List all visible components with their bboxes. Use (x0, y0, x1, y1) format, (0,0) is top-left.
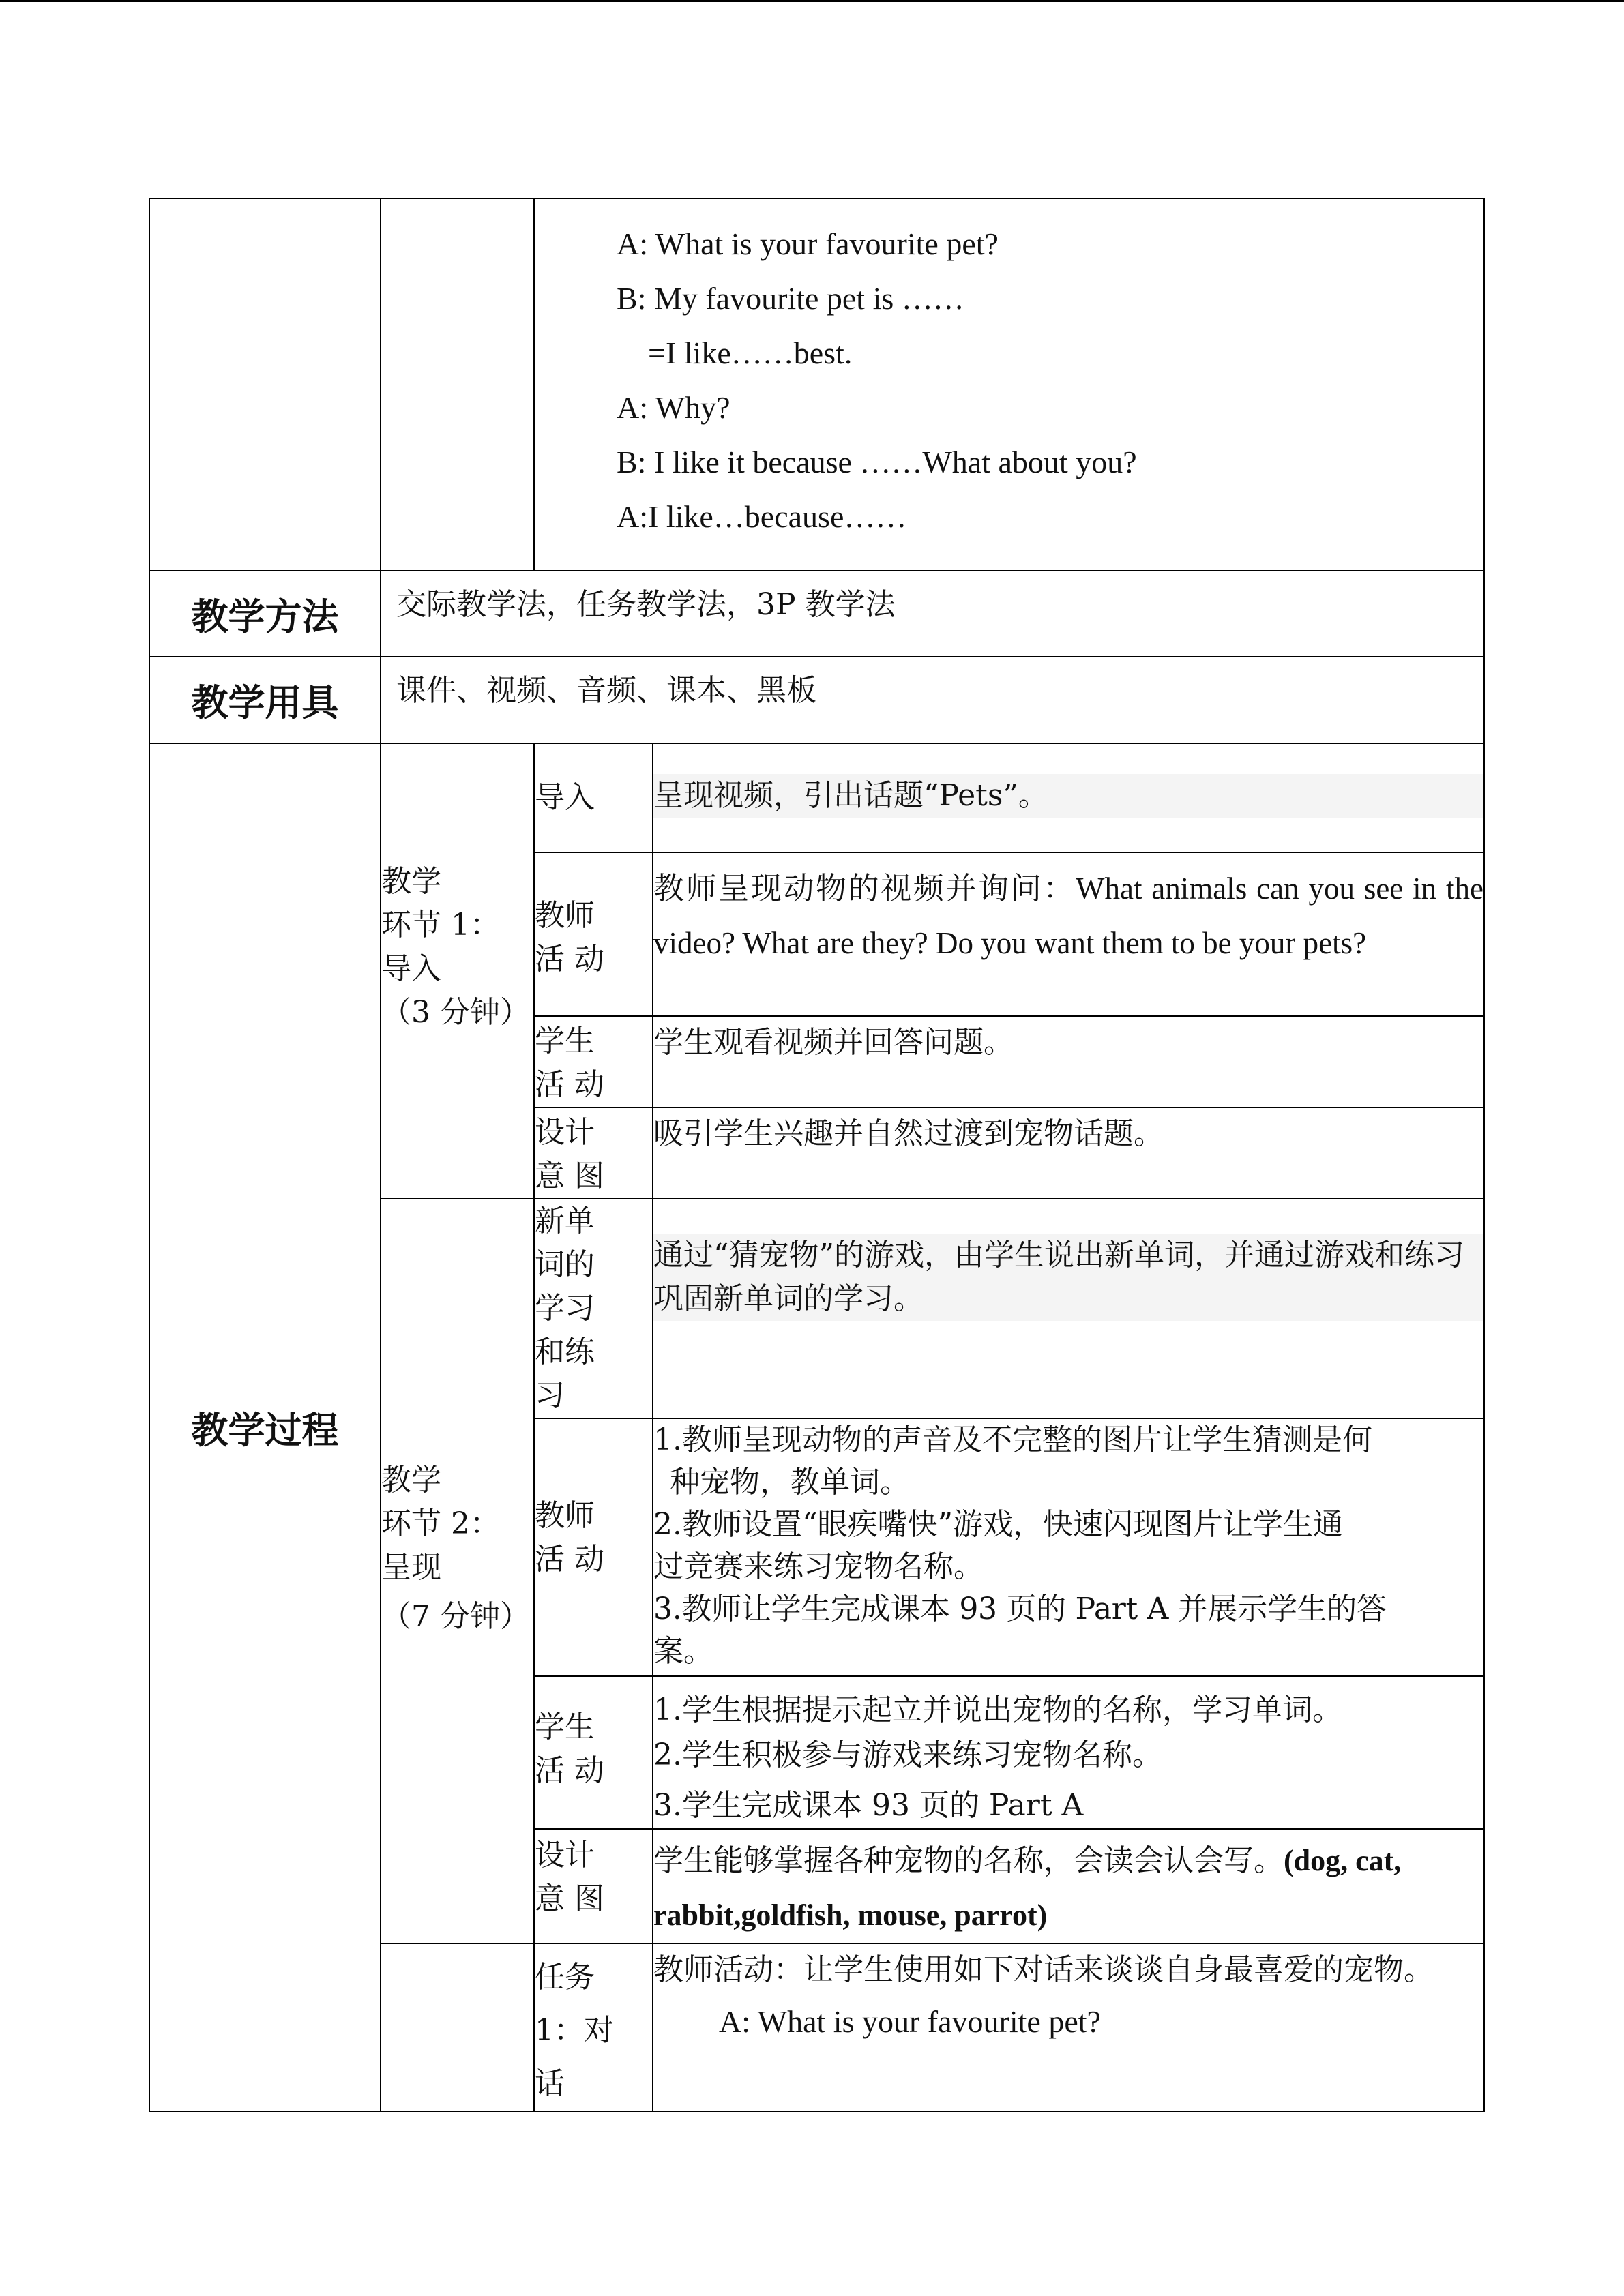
lesson-plan-table (149, 198, 1485, 2112)
teacher2-item: 2.教师设置“眼疾嘴快”游戏，快速闪现图片让学生通 (653, 1507, 1343, 1542)
row-content-student2 (653, 1676, 1484, 1829)
stage1-title-line: 环节 1： (381, 908, 500, 942)
teacher2-item: 过竞赛来练习宠物名称。 (653, 1549, 984, 1584)
design-label-text: 设计意 图 (535, 1115, 604, 1193)
student-label-text: 学生活 动 (535, 1024, 604, 1102)
intro-text: 呈现视频，引出话题“Pets”。 (653, 774, 1483, 818)
dialogue-line: A: Why? (617, 390, 730, 425)
empty-cell (381, 198, 534, 571)
student2-item: 3.学生完成课本 93 页的 Part A (653, 1788, 1084, 1823)
teacher2-item: 案。 (653, 1634, 713, 1669)
dialogue-line: A:I like…because…… (617, 499, 907, 534)
teacher2-item: 种宠物，教单词。 (670, 1465, 910, 1500)
stage2-title-line: 教学 (381, 1463, 441, 1497)
row-content-intro (653, 743, 1484, 852)
vocab-label-text: 新单词的学习和练习 (535, 1204, 595, 1413)
row-content-vocab (653, 1199, 1484, 1418)
row-label-teacher2 (534, 1418, 653, 1676)
stage1-title-line: 教学 (381, 864, 441, 899)
task1-label-line: 任务 (535, 1960, 595, 1995)
teacher2-item: 1.教师呈现动物的声音及不完整的图片让学生猜测是何 (653, 1422, 1372, 1457)
stage1-title-line: 导入 (381, 951, 441, 986)
row-label-design2 (534, 1829, 653, 1943)
row-label-teacher (534, 852, 653, 1016)
student2-item: 1.学生根据提示起立并说出宠物的名称，学习单词。 (653, 1693, 1342, 1727)
vocab-text: 通过“猜宠物”的游戏，由学生说出新单词，并通过游戏和练习巩固新单词的学习。 (653, 1234, 1483, 1321)
stage2-title (381, 1199, 534, 1943)
dialogue-line: A: What is your favourite pet? (617, 226, 999, 261)
design2-pet-list: (dog, cat, rabbit,goldfish, mouse, parrot) (653, 1844, 1402, 1932)
dialogue-line: =I like……best. (648, 336, 853, 370)
task1-label-line: 话 (535, 2066, 565, 2101)
stage3-title (381, 1943, 534, 2111)
teacher-label-text: 教师活 动 (535, 898, 604, 976)
row-content-design2 (653, 1829, 1484, 1943)
design2-text: 学生能够掌握各种宠物的名称，会读会认会写。 (653, 1843, 1284, 1878)
row-label-task1 (534, 1943, 653, 2111)
stage1-title (381, 743, 534, 1199)
teacher2-item: 3.教师让学生完成课本 93 页的 Part A 并展示学生的答 (653, 1592, 1387, 1626)
stage2-title-line: （7 分钟） (381, 1599, 530, 1634)
row-label-intro: 导入 (534, 743, 653, 852)
student2-item: 2.学生积极参与游戏来练习宠物名称。 (653, 1738, 1162, 1772)
row-label-vocab (534, 1199, 653, 1418)
row-content-teacher: 教师呈现动物的视频并询问：What animals can you see in the video? What are they? Do you want them to be your pets? (653, 852, 1484, 1016)
task1-dialogue: A: What is your favourite pet? (719, 2004, 1101, 2039)
dialogue-line: B: My favourite pet is …… (617, 281, 964, 316)
dialogue-block (617, 217, 1483, 544)
task1-text: 教师活动：让学生使用如下对话来谈谈自身最喜爱的宠物。 (653, 1952, 1434, 1987)
row-content-design: 吸引学生兴趣并自然过渡到宠物话题。 (653, 1107, 1484, 1199)
methods-label: 教学方法 (149, 571, 381, 657)
dialogue-cell (534, 198, 1484, 571)
stage2-title-line: 呈现 (381, 1550, 441, 1585)
row-label-student2 (534, 1676, 653, 1829)
stage2-title-line: 环节 2： (381, 1506, 500, 1541)
design2-label-text: 设计意 图 (535, 1838, 604, 1916)
student2-label-text: 学生活 动 (535, 1710, 604, 1788)
tools-value: 课件、视频、音频、课本、黑板 (381, 657, 1484, 743)
process-label: 教学过程 (149, 743, 381, 2111)
dialogue-line: B: I like it because ……What about you? (617, 445, 1137, 479)
tools-label: 教学用具 (149, 657, 381, 743)
empty-cell (149, 198, 381, 571)
row-content-teacher2 (653, 1418, 1484, 1676)
teacher2-label-text: 教师活 动 (535, 1498, 604, 1577)
methods-value: 交际教学法，任务教学法，3P 教学法 (381, 571, 1484, 657)
row-content-student: 学生观看视频并回答问题。 (653, 1016, 1484, 1107)
row-content-task1 (653, 1943, 1484, 2111)
stage1-title-line: （3 分钟） (381, 995, 530, 1030)
task1-label-line: 1：对 (535, 2013, 614, 2048)
row-label-design (534, 1107, 653, 1199)
row-label-student (534, 1016, 653, 1107)
